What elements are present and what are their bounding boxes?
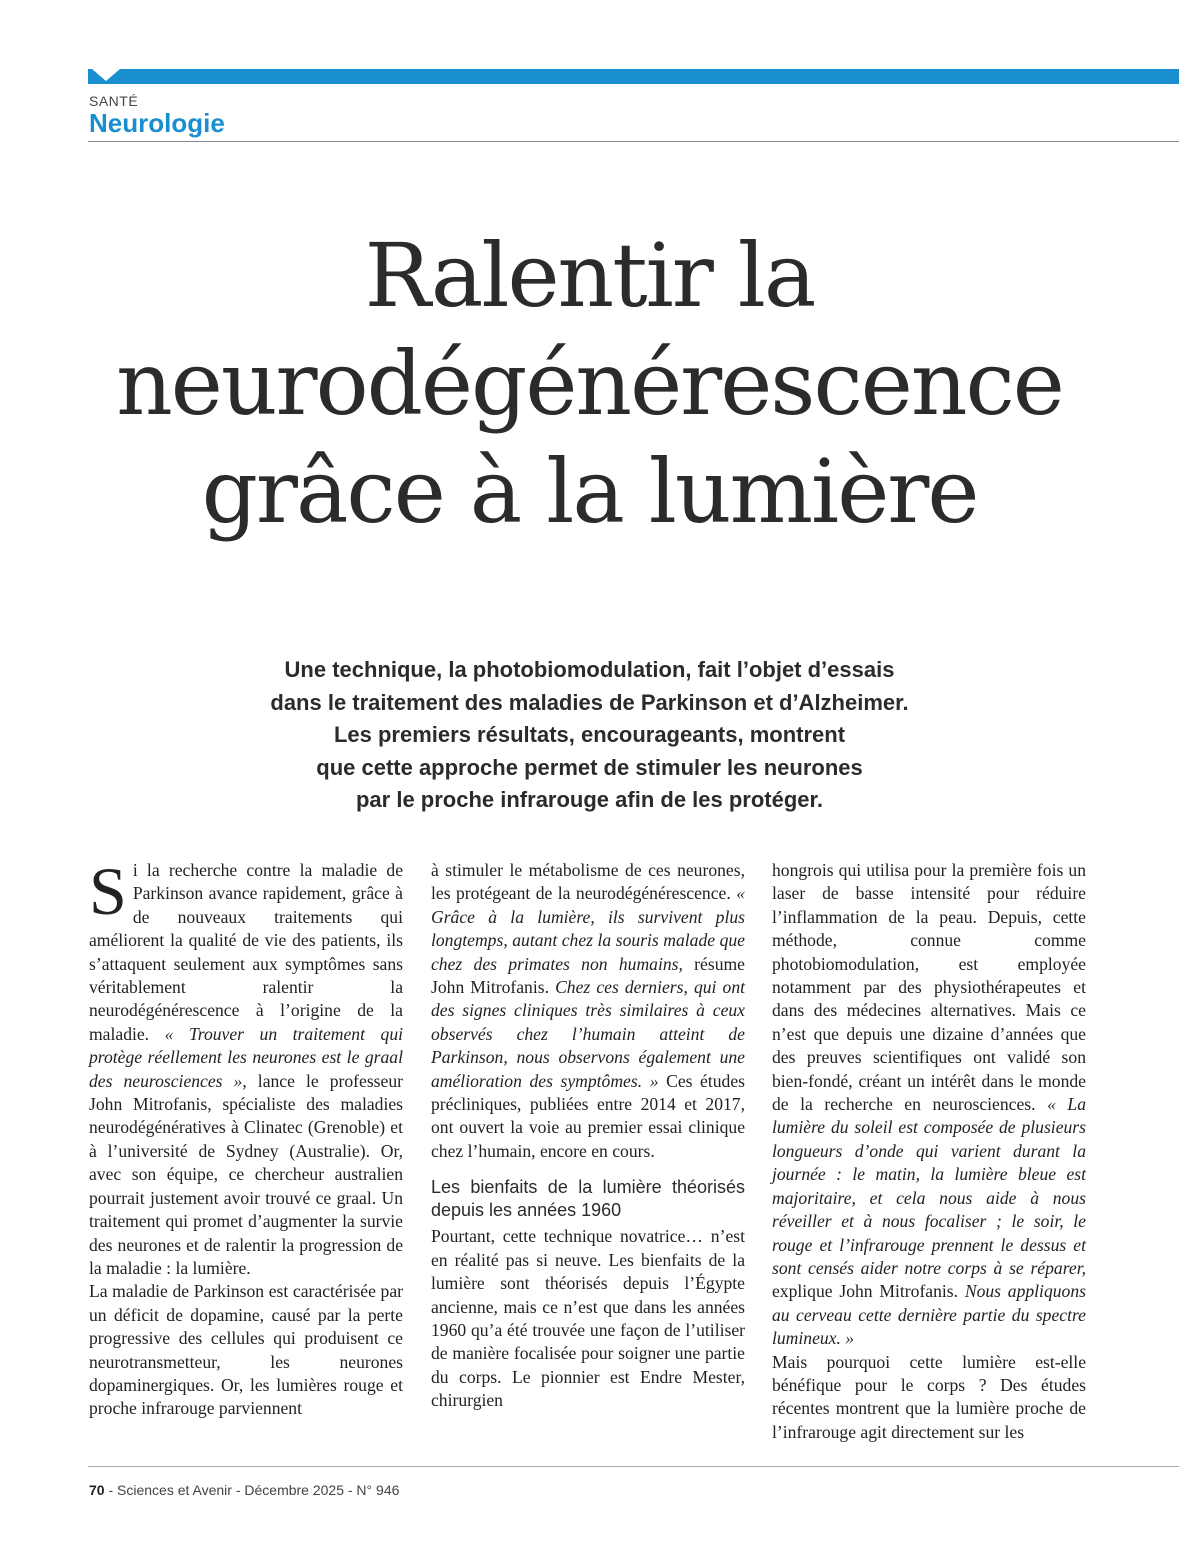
page-footer — [89, 1482, 399, 1498]
body-column-2 — [431, 859, 745, 1413]
title-line: grâce à la lumière — [201, 440, 978, 543]
standfirst-line: Les premiers résultats, encourageants, montrent — [333, 722, 846, 747]
standfirst-line: que cette approche permet de stimuler les neurones — [316, 754, 863, 780]
paragraph — [772, 859, 1086, 1351]
paragraph-text: Ces études précliniques, publiées entre 2014 et 2017, ont ouvert la voie au premier essai clinique chez l’humain, encore en cours. — [431, 1070, 745, 1161]
paragraph: Mais pourquoi cette lumière est-elle bénéfique pour le corps ? Des études récentes montrent que la lumière proche de l’infrarouge agit directement sur les — [772, 1351, 1086, 1442]
article-title — [60, 222, 1119, 546]
paragraph-text: i la recherche contre la maladie de Parkinson avance rapidement, grâce à de nouveaux traitements qui améliorent la qualité de vie des patients, ils s’attaquent seulement aux symptômes sans véritablement ralentir la neurodégénérescence à l’origine de la maladie. — [89, 860, 403, 1044]
section-label: SANTÉ — [89, 93, 139, 109]
paragraph — [89, 853, 403, 1280]
paragraph — [431, 859, 745, 1163]
standfirst-line: par le proche infrarouge afin de les protéger. — [355, 787, 823, 812]
paragraph: Pourtant, cette technique novatrice… n’est en réalité pas si neuve. Les bienfaits de la lumière sont théorisés depuis l’Égypte ancienne, mais ce n’est que dans les années 1960 qu’a été trouvée une façon de l’utiliser de manière focalisée pour soigner une partie du corps. Le pionnier est Endre Mester, chirurgien — [431, 1226, 745, 1411]
article-standfirst — [170, 654, 1009, 817]
rubric-title: Neurologie — [89, 108, 225, 138]
body-column-3 — [772, 859, 1086, 1444]
quote: « Trouver un traitement qui protège réellement les neurones est le graal des neurosciences » — [89, 1023, 403, 1091]
publication-info: - Sciences et Avenir - Décembre 2025 - N° 946 — [104, 1482, 400, 1498]
top-accent-bar — [88, 69, 1179, 84]
standfirst-line: Une technique, la photobiomodulation, fait l’objet d’essais — [284, 657, 895, 682]
paragraph-text: explique John Mitrofanis. — [772, 1281, 965, 1302]
paragraph: La maladie de Parkinson est caractérisée par un déficit de dopamine, causé par la perte progressive des cellules qui produisent ce neurotransmetteur, les neurones dopaminergiques. Or, les lumières rouge et proche infrarouge parviennent — [89, 1281, 403, 1419]
paragraph-text: hongrois qui utilisa pour la première fois un laser de basse intensité pour réduire l’inflammation de la peau. Depuis, cette méthode, connue comme photobiomodulation, est employée notamment par des physiothérapeutes et dans des médecines alternatives. Mais ce n’est que depuis une dizaine d’années que des preuves scientifiques ont validé son bien-fondé, créant un intérêt dans le monde de la recherche en neurosciences. — [772, 860, 1086, 1115]
paragraph-text: résume John Mitrofanis. — [431, 953, 745, 998]
top-accent-notch — [92, 69, 120, 81]
drop-cap: S — [89, 853, 127, 929]
subheading: Les bienfaits de la lumière théorisés depuis les années 1960 — [431, 1177, 745, 1221]
footer-divider — [88, 1466, 1179, 1467]
paragraph-text: , lance le professeur John Mitrofanis, spécialiste des maladies neurodégénératives à Clinatec (Grenoble) et à l’université de Sydney (Australie). Or, avec son équipe, ce chercheur australien pourrait justement avoir trouvé ce graal. Un traitement qui promet d’augmenter la survie des neurones et de ralentir la progression de la maladie : la lumière. — [89, 1070, 403, 1278]
page-number: 70 — [89, 1482, 105, 1498]
header-divider — [88, 141, 1179, 142]
quote: « Grâce à la lumière, ils survivent plus longtemps, autant chez la souris malade que chez des primates non humains, — [431, 883, 745, 974]
title-line: Ralentir la — [364, 224, 815, 327]
title-line: neurodégénérescence — [116, 332, 1063, 435]
paragraph-text: à stimuler le métabolisme de ces neurones, les protégeant de la neurodégénérescence. — [431, 860, 745, 904]
quote: Nous appliquons au cerveau cette dernière partie du spectre lumineux. » — [772, 1281, 1086, 1349]
body-column-1 — [89, 853, 403, 1421]
quote: « La lumière du soleil est composée de plusieurs longueurs d’onde qui varient durant la journée : le matin, la lumière bleue est majoritaire, et cela nous aide à nous réveiller et à nous focaliser ; le soir, le rouge et l’infrarouge prennent le dessus et sont censés aider notre corps à se réparer, — [772, 1094, 1086, 1278]
standfirst-line: dans le traitement des maladies de Parkinson et d’Alzheimer. — [270, 689, 909, 715]
quote: Chez ces derniers, qui ont des signes cliniques très similaires à ceux observés chez l’humain atteint de Parkinson, nous observons également une amélioration des symptômes. » — [431, 977, 745, 1091]
